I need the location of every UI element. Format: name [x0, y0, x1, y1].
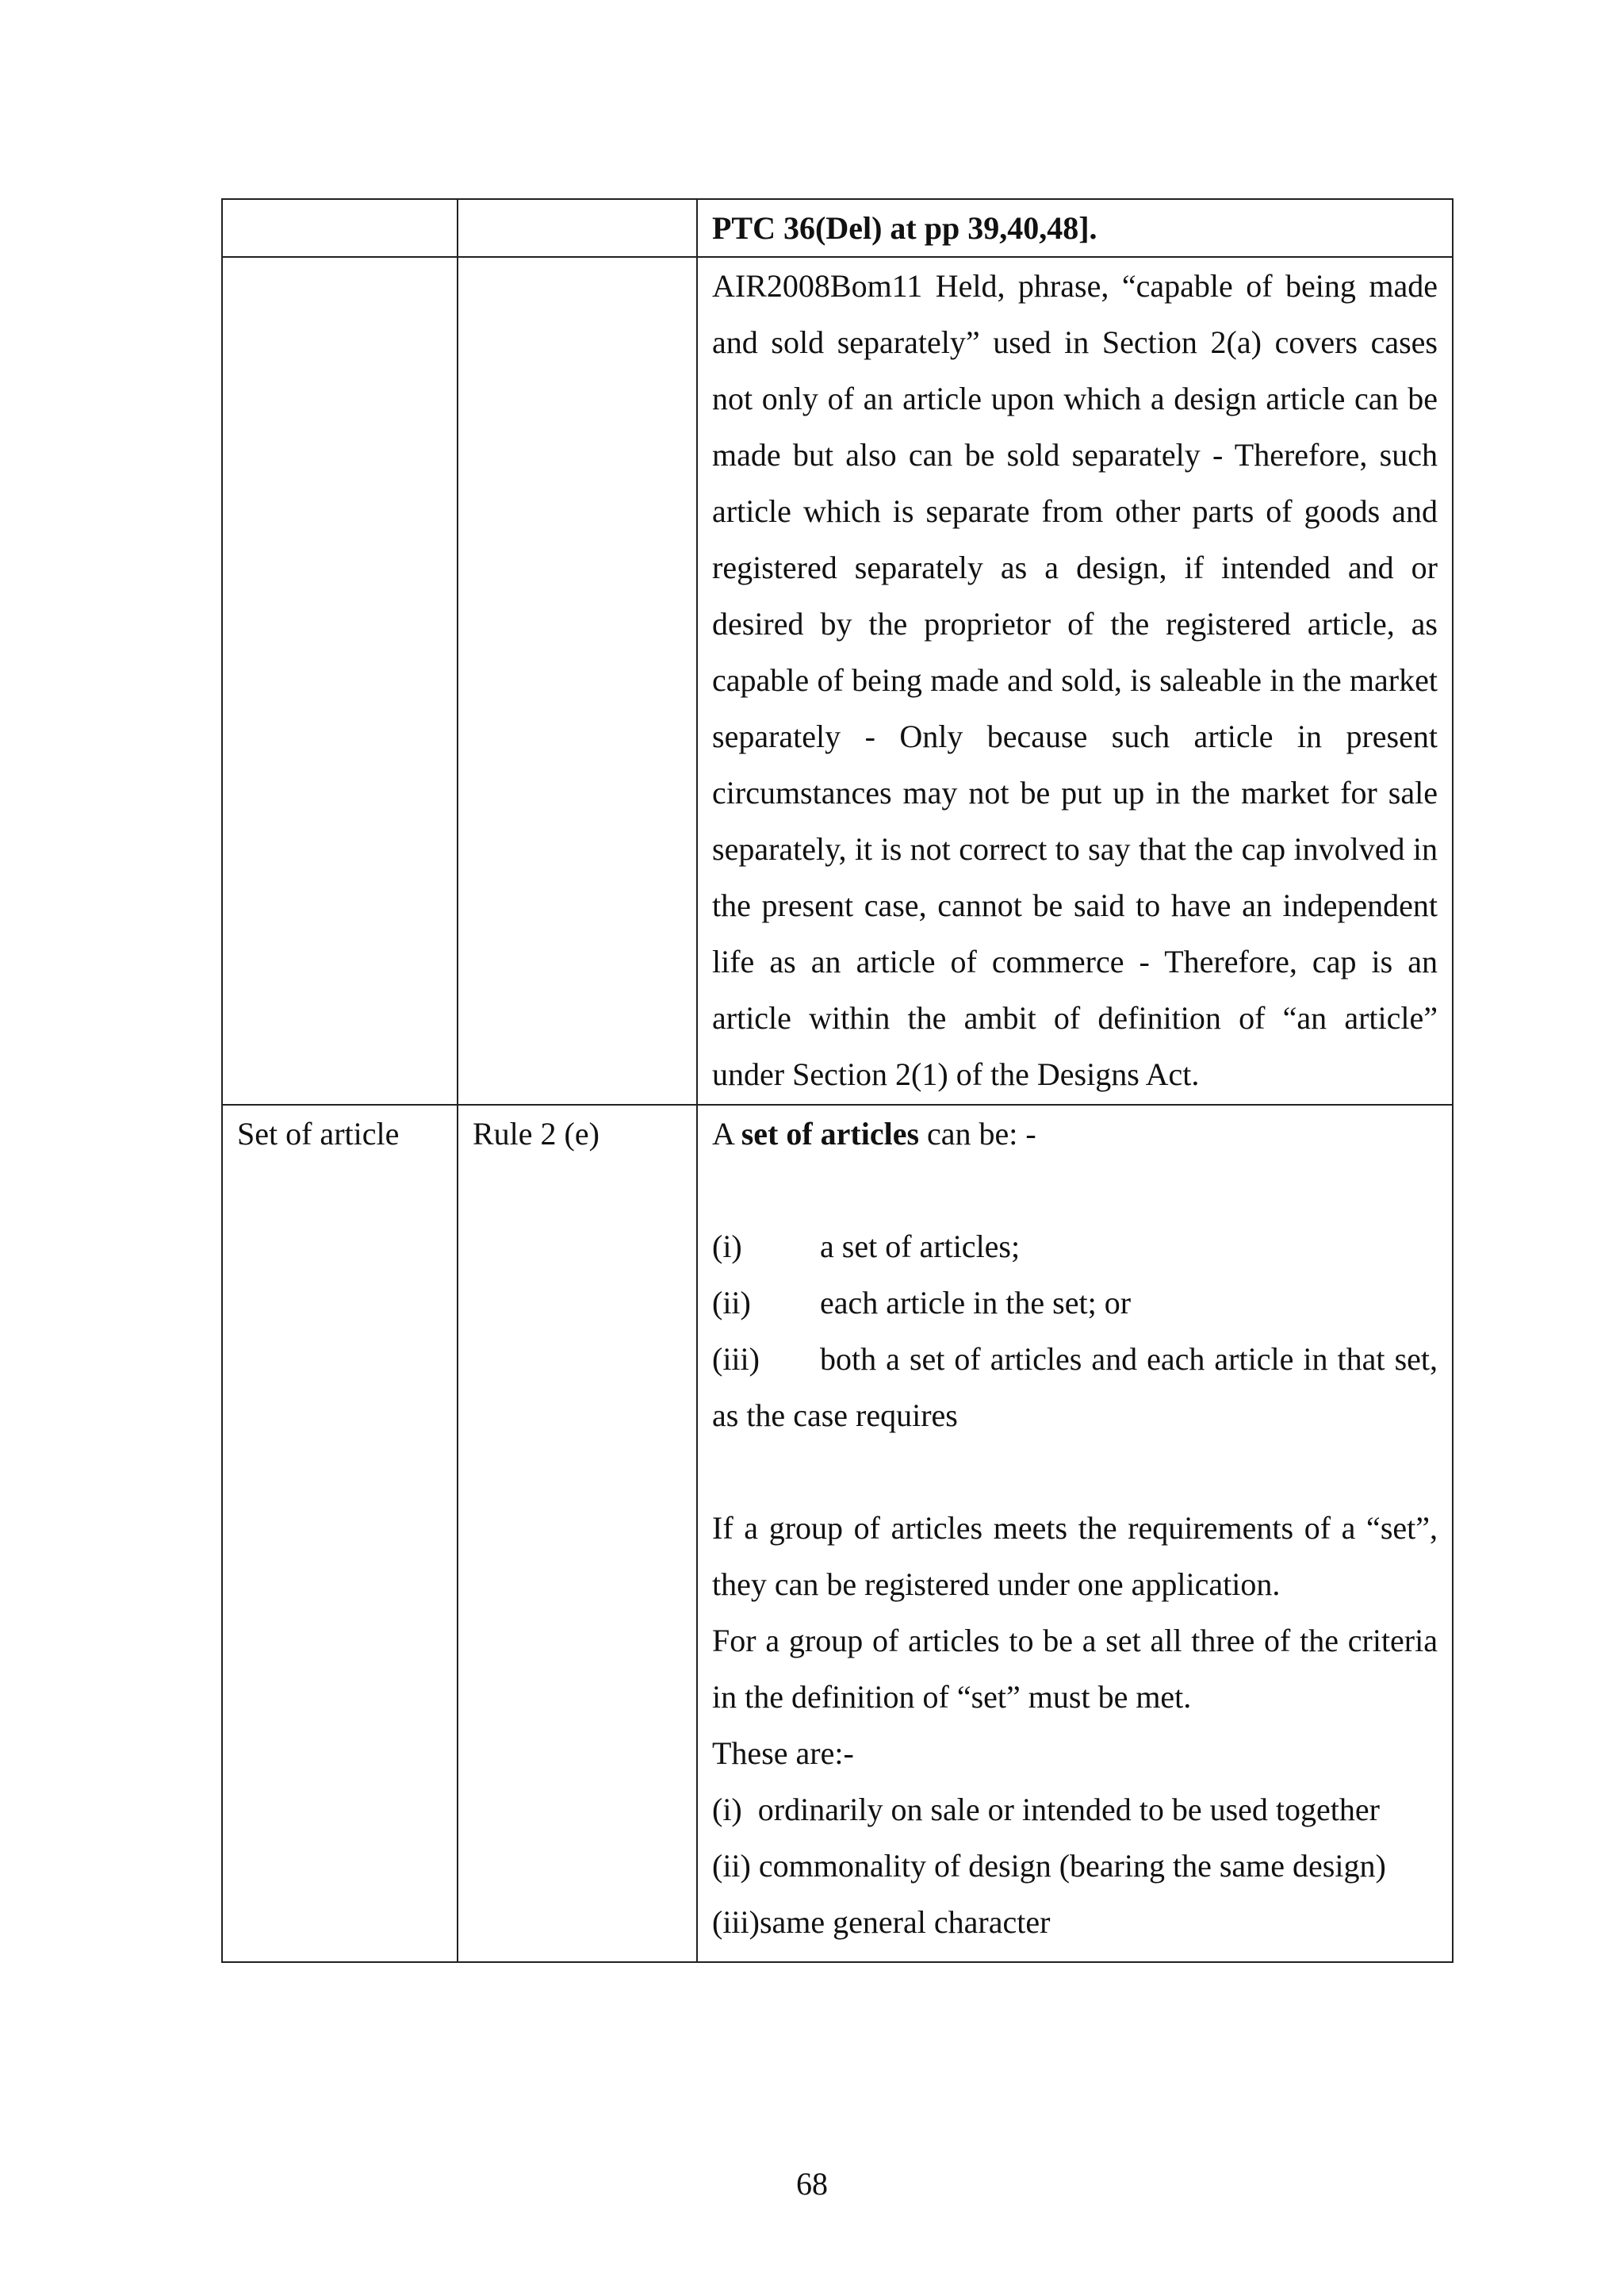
list-item [712, 1218, 1438, 1274]
intro-prefix: A [712, 1116, 741, 1152]
term-cell-empty [222, 257, 458, 1105]
page-number: 68 [796, 2166, 828, 2202]
term-cell-empty [222, 199, 458, 257]
list-item [712, 1331, 1438, 1443]
table-row [222, 257, 1453, 1105]
rule-cell-empty [458, 257, 697, 1105]
table-row [222, 1105, 1453, 1962]
list-item-number: (i) [712, 1228, 742, 1264]
rule-label: Rule 2 (e) [473, 1116, 599, 1152]
definition-intro [712, 1106, 1438, 1162]
citation-heading: PTC 36(Del) at pp 39,40,48]. [712, 210, 1097, 246]
definition-cell [697, 1105, 1453, 1962]
list-item-number: (iii) [712, 1341, 760, 1377]
criterion-item: (iii)same general character [712, 1904, 1051, 1940]
these-are-label: These are:- [712, 1735, 854, 1771]
set-criteria-paragraph: For a group of articles to be a set all three of the criteria in the definition of “set” must be met. [712, 1623, 1438, 1715]
list-item-number: (ii) [712, 1285, 751, 1320]
table-row [222, 199, 1453, 257]
list-item-text: each article in the set; or [820, 1285, 1132, 1320]
definitions-table [221, 198, 1454, 1963]
case-summary-paragraph: AIR2008Bom11 Held, phrase, “capable of being made and sold separately” used in Section 2(a) covers cases not only of an article upon which a design article can be made but also can be sold separately - Therefore, such article which is separate from other parts of goods and registered separately as a design, if intended and or desired by the proprietor of the registered article, as capable of being made and sold, is saleable in the market separately - Only because such article in present circumstances may not be put up in the market for sale separately, it is not correct to say that the cap involved in the present case, cannot be said to have an independent life as an article of commerce - Therefore, cap is an article within the ambit of definition of “an article” under Section 2(1) of the Designs Act. [712, 268, 1438, 1092]
term-label: Set of article [237, 1116, 400, 1152]
citation-heading-cell [697, 199, 1453, 257]
term-cell [222, 1105, 458, 1962]
spacer [712, 1443, 1438, 1500]
intro-suffix: can be: - [919, 1116, 1036, 1152]
spacer [712, 1162, 1438, 1218]
list-item-text: a set of articles; [820, 1228, 1021, 1264]
criterion-item: (i) ordinarily on sale or intended to be used together [712, 1792, 1380, 1827]
intro-bold-term: set of articles [741, 1116, 920, 1152]
list-item [712, 1274, 1438, 1331]
criterion-item: (ii) commonality of design (bearing the same design) [712, 1848, 1386, 1884]
case-summary-cell [697, 257, 1453, 1105]
set-requirements-paragraph: If a group of articles meets the requirements of a “set”, they can be registered under one application. [712, 1510, 1438, 1602]
rule-cell [458, 1105, 697, 1962]
rule-cell-empty [458, 199, 697, 257]
list-item-text: both a set of articles and each article in that set, as the case requires [712, 1341, 1438, 1433]
